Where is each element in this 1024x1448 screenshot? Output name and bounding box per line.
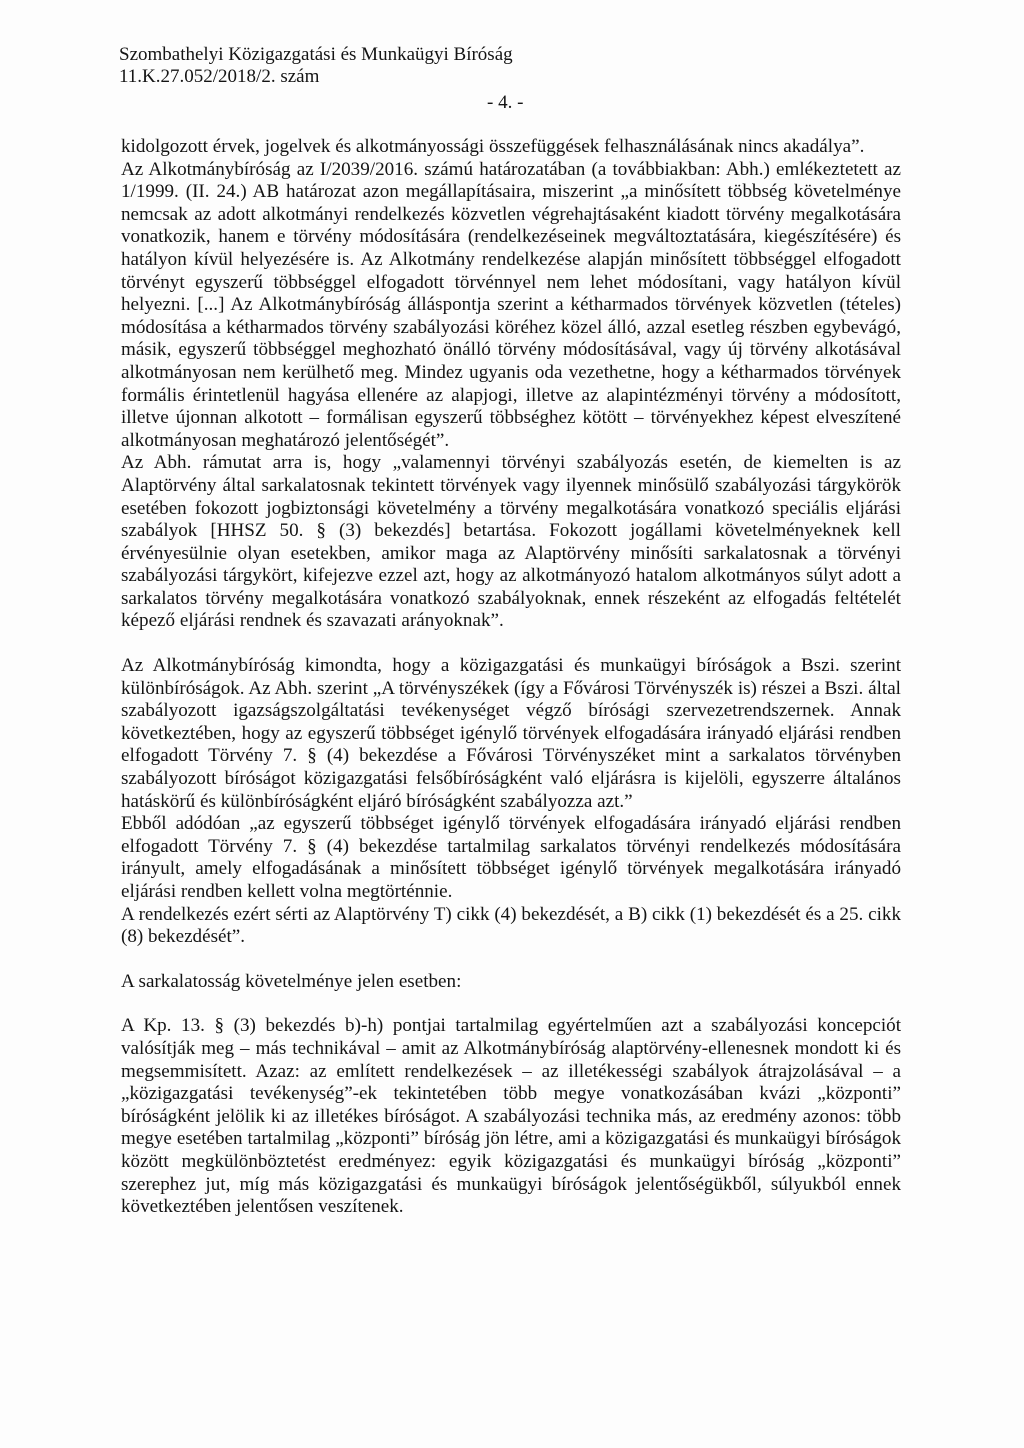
document-body [121,136,901,1219]
document-header [119,44,513,88]
case-number: 11.K.27.052/2018/2. szám [119,66,320,87]
paragraph: Az Alkotmánybíróság kimondta, hogy a közigazgatási és munkaügyi bíróságok a Bszi. szerint különbíróságok. Az Abh. szerint „A törvényszékek (így a Fővárosi Törvényszék is) részei a Bszi. által szabályozott igazságszolgáltatási tevékenységet végző bírósági szervezetrendszernek. Annak következtében, hogy az egyszerű többséget igénylő törvények elfogadására irányadó eljárási rendben elfogadott Törvény 7. § (4) bekezdése a Fővárosi Törvényszéket mint a sarkalatos törvényben szabályozott bíróságot közigazgatási felsőbíróságként való eljárásra is kijelöli, egyszerre általános hatáskörű és különbíróságként eljáró bíróságként szabályozza azt.” [121,655,901,812]
paragraph-spacer [121,949,901,971]
paragraph: Ebből adódóan „az egyszerű többséget igénylő törvények elfogadására irányadó eljárási rendben elfogadott Törvény 7. § (4) bekezdése tartalmilag sarkalatos törvényi rendelkezés módosítására irányult, amely elfogadásának a minősített többséget igénylő törvények megalkotására irányadó eljárási rendben kellett volna megtörténnie. [121,813,901,902]
paragraph: Az Abh. rámutat arra is, hogy „valamennyi törvényi szabályozás esetén, de kiemelten is az Alaptörvény által sarkalatosnak tekintett törvények vagy ilyennek minősülő szabályozási tárgykörök esetében fokozott jogbiztonsági követelmény a törvény megalkotására vonatkozó speciális eljárási szabályok [HHSZ 50. § (3) bekezdés] betartása. Fokozott jogállami követelményeknek kell érvényesülnie olyan esetekben, amikor maga az Alaptörvény minősíti sarkalatosnak a törvényi szabályozási tárgykört, kifejezve ezzel azt, hogy az alkotmányozó hatalom alkotmányos súlyt adott a sarkalatos törvény megalkotására vonatkozó szabályoknak, ennek részeként az elfogadás feltételét képező eljárási rendnek és szavazati arányoknak”. [121,452,901,632]
section-intro: A sarkalatosság követelménye jelen esetben: [121,970,462,992]
page-number: - 4. - [487,92,524,113]
paragraph: kidolgozott érvek, jogelvek és alkotmányossági összefüggések felhasználásának nincs akadálya”. [121,136,865,157]
paragraph: A Kp. 13. § (3) bekezdés b)-h) pontjai tartalmilag egyértelműen azt a szabályozási koncepciót valósítják meg – más technikával – amit az Alkotmánybíróság alaptörvény-ellenesnek mondott ki és megsemmisített. Azaz: az említett rendelkezések – az illetékességi szabályok átrajzolásával – a „közigazgatási tevékenység”-ek tekintetében több megye vonatkozásában kvázi „központi” bíróságként jelölik ki az illetékes bíróságot. A szabályozási technika más, az eredmény azonos: több megye esetében tartalmilag „központi” bíróság jön létre, ami a közigazgatási és munkaügyi bíróságok között megkülönböztetést eredményez: egyik közigazgatási és munkaügyi bíróság „központi” szerephez jut, míg más közigazgatási és munkaügyi bíróságok jelentőségükből, súlyukból ennek következtében jelentősen veszítenek. [121,1015,901,1218]
paragraph: Az Alkotmánybíróság az I/2039/2016. számú határozatában (a továbbiakban: Abh.) emlékeztetett az 1/1999. (II. 24.) AB határozat azon megállapításaira, miszerint „a minősített többség követelménye nemcsak az adott alkotmányi rendelkezés közvetlen végrehajtásaként kiadott törvény megalkotására vonatkozik, hanem e törvény módosítására (rendelkezéseinek megváltoztatására, kiegészítésére) és hatályon kívül helyezésére is. Az Alkotmány rendelkezése alapján minősített többséggel elfogadott törvényt egyszerű többséggel elfogadott törvénnyel nem lehet módosítani, vagy hatályon kívül helyezni. [...] Az Alkotmánybíróság álláspontja szerint a kétharmados törvények közvetlen (tételes) módosítása a kétharmados törvény szabályozási köréhez közel álló, azzal esetleg részben egybevágó, másik, egyszerű többséggel meghozható önálló törvény módosításával, vagy új törvény alkotásával alkotmányosan nem kerülhető meg. Mindez ugyanis oda vezethetne, hogy a kétharmados törvények formális érintetlenül hagyása ellenére az alapjogi, illetve az alapintézményi törvény a módosított, illetve újonnan alkotott – formálisan egyszerű többséghez kötött – törvényekhez képest elveszítené alkotmányosan meghatározó jelentőségét”. [121,158,901,451]
paragraph-spacer [121,993,901,1015]
court-name: Szombathelyi Közigazgatási és Munkaügyi Bíróság [119,44,513,65]
paragraph-spacer [121,633,901,655]
paragraph: A rendelkezés ezért sérti az Alaptörvény T) cikk (4) bekezdését, a B) cikk (1) bekezdését és a 25. cikk (8) bekezdését”. [121,903,901,948]
